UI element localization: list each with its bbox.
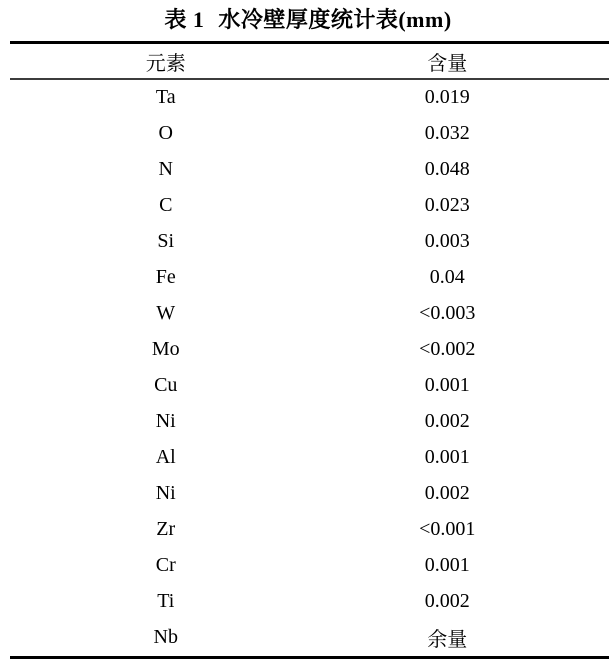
table-row	[10, 476, 609, 512]
element-cell: Si	[157, 230, 175, 252]
table-number: 表 1	[164, 7, 205, 32]
table-row	[10, 368, 609, 404]
element-cell: Al	[155, 446, 176, 468]
element-cell: Cu	[154, 374, 178, 396]
element-cell: O	[158, 122, 173, 144]
table-body	[10, 80, 609, 656]
table-row	[10, 620, 609, 656]
element-cell: Ti	[157, 590, 175, 612]
content-cell: 0.002	[424, 410, 470, 432]
content-cell: <0.003	[419, 302, 476, 324]
table-row	[10, 260, 609, 296]
content-cell: 0.023	[424, 194, 470, 216]
table-row	[10, 512, 609, 548]
table-row	[10, 332, 609, 368]
content-cell: 余量	[427, 629, 468, 651]
column-header-content: 含量	[427, 52, 468, 75]
content-cell: 0.019	[424, 86, 470, 108]
table-row	[10, 548, 609, 584]
table-row	[10, 404, 609, 440]
content-cell: <0.001	[419, 518, 476, 540]
element-cell: Zr	[156, 518, 176, 540]
table-row	[10, 440, 609, 476]
content-cell: 0.003	[424, 230, 470, 252]
content-cell: 0.002	[424, 482, 470, 504]
table-name: 水冷壁厚度统计表(mm)	[218, 7, 452, 32]
table-row	[10, 152, 609, 188]
content-cell: 0.001	[424, 374, 470, 396]
content-cell: 0.032	[424, 122, 470, 144]
element-cell: Mo	[151, 338, 180, 360]
content-cell: 0.001	[424, 554, 470, 576]
table-row	[10, 296, 609, 332]
element-cell: Ta	[155, 86, 176, 108]
table-row	[10, 188, 609, 224]
content-cell: 0.001	[424, 446, 470, 468]
bottom-rule	[10, 656, 609, 659]
header-row	[10, 44, 609, 78]
table-row	[10, 224, 609, 260]
content-cell: <0.002	[419, 338, 476, 360]
table-row	[10, 584, 609, 620]
element-cell: Fe	[155, 266, 176, 288]
content-cell: 0.048	[424, 158, 470, 180]
element-cell: Nb	[153, 626, 178, 648]
element-cell: W	[156, 302, 176, 324]
element-cell: Ni	[155, 410, 176, 432]
column-header-element: 元素	[145, 52, 186, 75]
table-row	[10, 116, 609, 152]
element-cell: C	[159, 194, 173, 216]
table-title	[0, 0, 616, 33]
content-cell: 0.04	[429, 266, 465, 288]
element-cell: Ni	[155, 482, 176, 504]
element-cell: Cr	[155, 554, 176, 576]
table-row	[10, 80, 609, 116]
content-cell: 0.002	[424, 590, 470, 612]
element-cell: N	[158, 158, 173, 180]
table	[10, 41, 609, 659]
